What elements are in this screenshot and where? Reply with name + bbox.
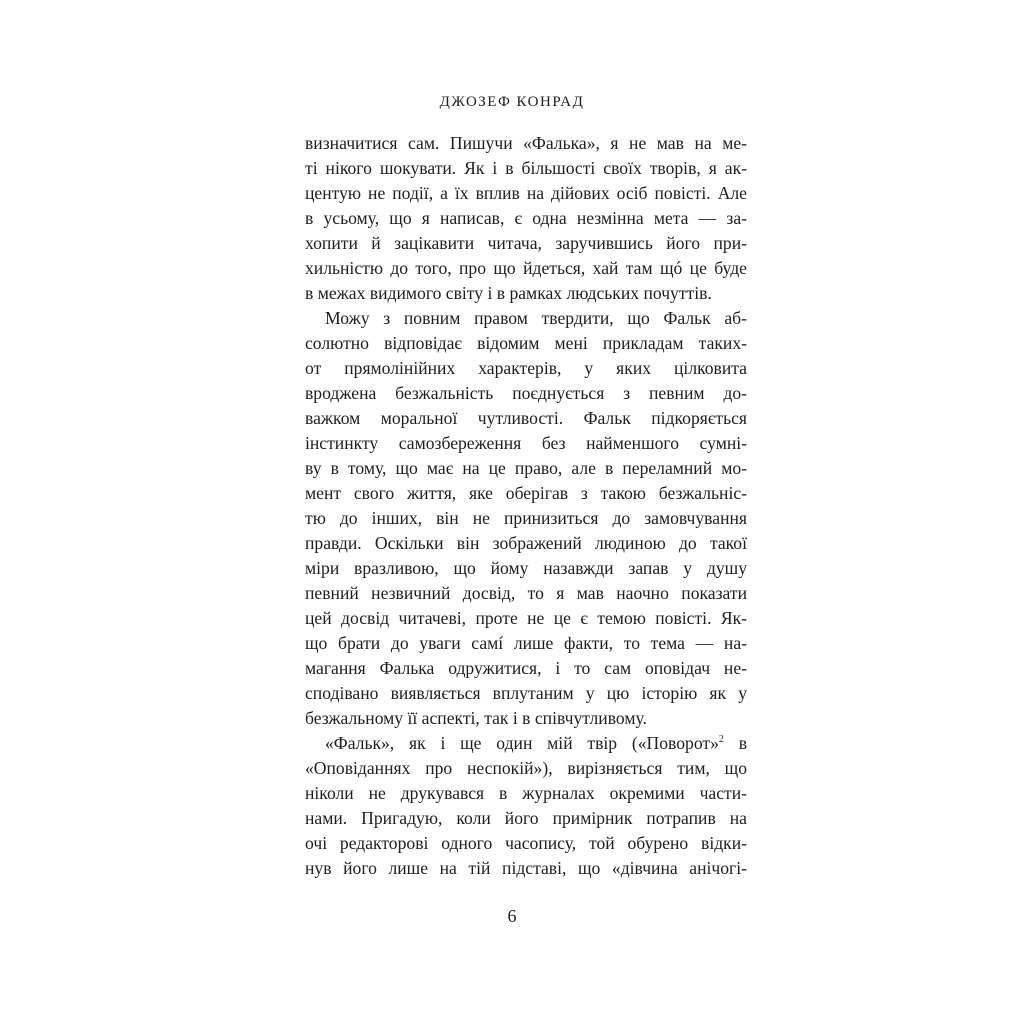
line-text: «Фальк», як і ще один мій твір («Поворот» (325, 733, 719, 753)
page-number: 6 (507, 906, 517, 926)
text-line (305, 381, 747, 406)
line-text: хопити й зацікавити читача, заручившись його при- (305, 233, 747, 253)
text-line (305, 456, 747, 481)
text-line (305, 531, 747, 556)
line-text: хильністю до того, про що йдеться, хай там щó це буде (305, 258, 747, 278)
text-line (305, 706, 747, 731)
text-line (305, 731, 747, 756)
text-line (305, 681, 747, 706)
line-text: інстинкту самозбереження без найменшого сумні- (305, 433, 747, 453)
line-text: визначитися сам. Пишучи «Фалька», я не мав на ме- (305, 133, 747, 153)
text-line (305, 756, 747, 781)
body-text (305, 131, 747, 881)
line-text-tail: в (723, 733, 747, 753)
line-text: що брати до уваги самí лише факти, то тема — на- (305, 633, 747, 653)
line-text: в усьому, що я написав, є одна незмінна мета — за- (305, 208, 747, 228)
text-line (305, 131, 747, 156)
text-line (305, 181, 747, 206)
text-line (305, 806, 747, 831)
line-text: важком моральної чутливості. Фальк підкоряється (305, 408, 747, 428)
text-line (305, 506, 747, 531)
text-line (305, 781, 747, 806)
text-line (305, 606, 747, 631)
text-line (305, 206, 747, 231)
line-text: вроджена безжальність поєднується з певним до- (305, 383, 747, 403)
line-text: очі редакторові одного часопису, той обурено відки- (305, 833, 747, 853)
line-text: певний незвичний досвід, то я мав наочно показати (305, 583, 747, 603)
line-text: от прямолінійних характерів, у яких цілковита (305, 358, 747, 378)
line-text: «Оповіданнях про неспокій»), вирізняється тим, що (305, 758, 747, 778)
line-text: ті нікого шокувати. Як і в більшості своїх творів, я ак- (305, 158, 747, 178)
text-line (305, 656, 747, 681)
text-line (305, 356, 747, 381)
line-text: правди. Оскільки він зображений людиною до такої (305, 533, 747, 553)
text-line (305, 406, 747, 431)
text-line (305, 631, 747, 656)
text-line (305, 856, 747, 881)
text-line (305, 481, 747, 506)
line-text: міри вразливою, що йому назавжди запав у душу (305, 558, 747, 578)
line-text: сподівано виявляється вплутаним у цю історію як у (305, 683, 747, 703)
line-text: мент свого життя, яке оберігав з такою безжальніс- (305, 483, 747, 503)
line-text: безжальному її аспекті, так і в співчутливому. (305, 708, 647, 728)
text-line (305, 281, 747, 306)
text-line (305, 581, 747, 606)
text-line (305, 831, 747, 856)
line-text: ніколи не друкувався в журналах окремими части- (305, 783, 747, 803)
text-line (305, 556, 747, 581)
text-line (305, 256, 747, 281)
line-text: тю до інших, він не принизиться до замовчування (305, 508, 747, 528)
line-text: ву в тому, що має на це право, але в переламний мо- (305, 458, 747, 478)
line-text: центую не події, а їх вплив на дійових осіб повісті. Але (305, 183, 747, 203)
line-text: цей досвід читачеві, проте не це є темою повісті. Як- (305, 608, 747, 628)
text-line (305, 306, 747, 331)
text-line (305, 231, 747, 256)
line-text: магання Фалька одружитися, і то сам оповідач не- (305, 658, 747, 678)
line-text: в межах видимого світу і в рамках людських почуттів. (305, 283, 712, 303)
line-text: Можу з повним правом твердити, що Фальк аб- (325, 308, 747, 328)
text-line (305, 156, 747, 181)
line-text: нами. Пригадую, коли його примірник потрапив на (305, 808, 747, 828)
footnote-marker[interactable]: 2 (718, 734, 724, 746)
line-text: нув його лише на тій підставі, що «дівчина анічогі- (305, 858, 747, 878)
running-header: ДЖОЗЕФ КОНРАД (439, 94, 585, 110)
text-line (305, 431, 747, 456)
line-text: солютно відповідає відомим мені прикладам таких- (305, 333, 747, 353)
text-line (305, 331, 747, 356)
